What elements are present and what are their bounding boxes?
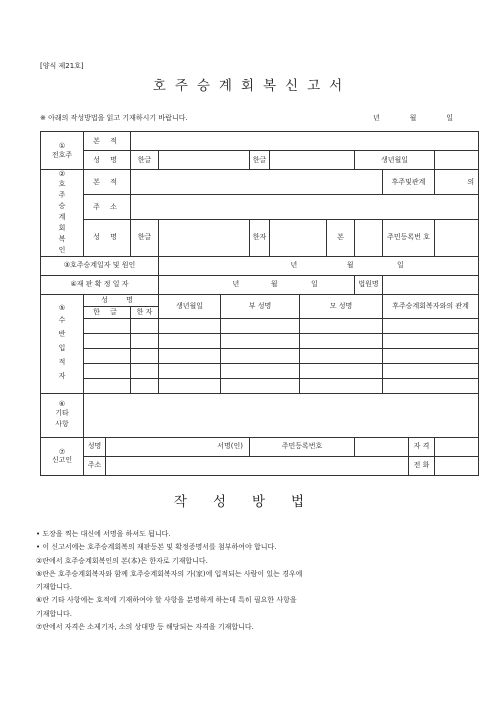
section2-label: 호주승계회복인 [58,179,66,254]
day-label: 일 [446,114,453,122]
s5-row4-hanja[interactable] [131,363,159,378]
succ-origin-field[interactable] [131,170,383,195]
s5-row5-mother[interactable] [300,378,383,393]
succ-rrn-label: 주민등록번 호 [383,219,435,256]
notes-list [36,528,476,634]
succ-bon-label: 본 [327,219,355,256]
section5-label: 수반입적자 [58,315,66,380]
succ-origin-label: 본 적 [84,170,131,195]
reporter-qualification-field[interactable] [435,437,479,456]
section5-num: ⑤ [58,304,66,313]
s5-row3-birth[interactable] [159,348,221,363]
s5-row1-relation[interactable] [383,318,479,333]
s5-row1-birth[interactable] [159,318,221,333]
prev-hangul2-field[interactable] [270,151,355,170]
s5-row1-mother[interactable] [300,318,383,333]
s5-row2-birth[interactable] [159,333,221,348]
s3-year: 년 [290,261,298,270]
s5-row5-birth[interactable] [159,378,221,393]
prev-hangul2-label: 한글 [250,151,270,170]
s5-row5-hangul[interactable] [84,378,131,393]
note-line: ⑥란 기타 사항에는 호적에 기재하여야 할 사항을 분명하게 하는데 특히 필요한 사항을 [36,596,297,605]
reporter-signature-field[interactable]: 서명(인) [106,437,250,456]
prev-head-label-cell [41,132,84,170]
s5-row4-birth[interactable] [159,363,221,378]
court-name-field[interactable] [383,275,479,294]
succ-hangul-field[interactable] [159,219,250,256]
form-number: [양식 제21호] [40,62,84,70]
note-line: 기재합니다. [36,609,73,618]
s5-row4-father[interactable] [221,363,300,378]
section7-num: ⑦ [58,447,66,456]
prev-birthdate-label: 생년월일 [355,151,435,170]
succ-relation-suffix[interactable]: 의 [435,170,479,195]
succ-relation-label: 후주및관계 [383,170,435,195]
s5-row3-hanja[interactable] [131,348,159,363]
page-title: 호주승계회복신고서 [152,78,352,94]
s4-month: 월 [270,280,278,289]
s5-mother-header: 모 성명 [300,294,383,318]
s5-row4-hangul[interactable] [84,363,131,378]
note-line: 기재합니다. [36,583,73,592]
succ-address-label: 주 소 [84,194,131,219]
successor-label-cell [41,170,84,257]
s4-year: 년 [232,280,240,289]
s5-row2-hanja[interactable] [131,333,159,348]
report-form-table [40,131,479,476]
method-title: 작성방법 [173,494,331,510]
note-line: ⑤란은 호주승계회복자와 함께 호주승계회복자의 가(家)에 입적되는 사람이 있는 경우에 [36,569,303,578]
month-label: 월 [409,114,417,122]
reporter-rrn-field[interactable] [355,437,409,456]
succ-bon-field[interactable] [355,219,383,256]
s5-hangul-header: 한 글 [84,306,131,318]
s5-relation-header: 후주승계회복자와의 관계 [383,294,479,318]
succ-name-label: 성 명 [84,219,131,256]
s5-row2-mother[interactable] [300,333,383,348]
prev-hangul-field[interactable] [159,151,250,170]
s5-row1-father[interactable] [221,318,300,333]
other-matters-field[interactable] [84,393,479,437]
succession-date-label: ③호주승계일자 및 원인 [41,256,159,275]
note-line: • 도장을 찍는 대신에 서명을 하셔도 됩니다. [36,530,171,538]
s3-day: 일 [397,261,404,270]
reporter-name-label: 성명 [84,437,106,456]
s5-row3-hangul[interactable] [84,348,131,363]
s5-name-header: 성 명 [84,294,159,306]
other-matters-label-cell [41,393,84,437]
court-name-label: 법원명 [355,275,383,294]
s5-row3-mother[interactable] [300,348,383,363]
section2-num: ② [58,170,66,178]
prev-name-label: 성 명 [84,151,131,170]
s5-row3-relation[interactable] [383,348,479,363]
succ-hangul-label: 한글 [131,219,159,256]
succ-address-field[interactable] [131,194,479,219]
prev-hangul-label: 한글 [131,151,159,170]
prev-birthdate-field[interactable] [435,151,479,170]
s5-row4-relation[interactable] [383,363,479,378]
reporter-phone-label: 전 화 [409,456,435,475]
s5-father-header: 부 성명 [221,294,300,318]
succ-hanja-field[interactable] [270,219,327,256]
s5-row1-hanja[interactable] [131,318,159,333]
s5-row5-hanja[interactable] [131,378,159,393]
section1-num: ① [58,142,66,150]
reporter-rrn-label: 주민등록번호 [250,437,355,456]
note-line: ⑦란에서 자격은 소제기자, 소의 상대방 등 해당되는 자격을 기재합니다. [36,623,254,632]
prev-origin-label: 본 적 [84,132,131,151]
reporter-address-field[interactable] [106,456,409,475]
succ-hanja-label: 한자 [250,219,270,256]
s5-row2-hangul[interactable] [84,333,131,348]
section6-label: 기타사항 [55,409,69,429]
s4-day: 일 [310,280,318,289]
instruction-text: ※ 아래의 작성방법을 읽고 기재하시기 바랍니다. [40,114,188,122]
accompanying-label-cell [41,294,84,393]
section7-label: 신고인 [51,456,73,464]
section6-num: ⑥ [58,399,66,408]
prev-origin-field[interactable] [131,132,479,151]
succ-rrn-field[interactable] [435,219,479,256]
s5-row2-relation[interactable] [383,333,479,348]
reporter-phone-field[interactable] [435,456,479,475]
s5-row3-father[interactable] [221,348,300,363]
year-label: 년 [373,114,380,122]
trial-date-field[interactable] [159,275,355,294]
s5-row1-hangul[interactable] [84,318,131,333]
note-line: ②란에서 호주승계회복인의 본(本)은 한자로 기재합니다. [36,556,208,565]
succession-date-field[interactable] [159,256,479,275]
trial-date-label: ④재 판 확 정 일 자 [41,275,159,294]
note-line: • 이 신고서에는 호주승계회복의 재판등본 및 확정증명서를 첨부하여야 합니다. [36,543,277,552]
reporter-address-label: 주소 [84,456,106,475]
s5-birth-header: 생년월일 [159,294,221,318]
date-top [373,113,453,123]
s5-row5-father[interactable] [221,378,300,393]
reporter-qualification-label: 자 격 [409,437,435,456]
s5-row2-father[interactable] [221,333,300,348]
reporter-label-cell [41,437,84,475]
s5-row4-mother[interactable] [300,363,383,378]
s5-hanja-header: 한 자 [131,306,159,318]
section1-label: 전호주 [51,150,73,159]
s5-row5-relation[interactable] [383,378,479,393]
s3-month: 월 [346,261,354,270]
